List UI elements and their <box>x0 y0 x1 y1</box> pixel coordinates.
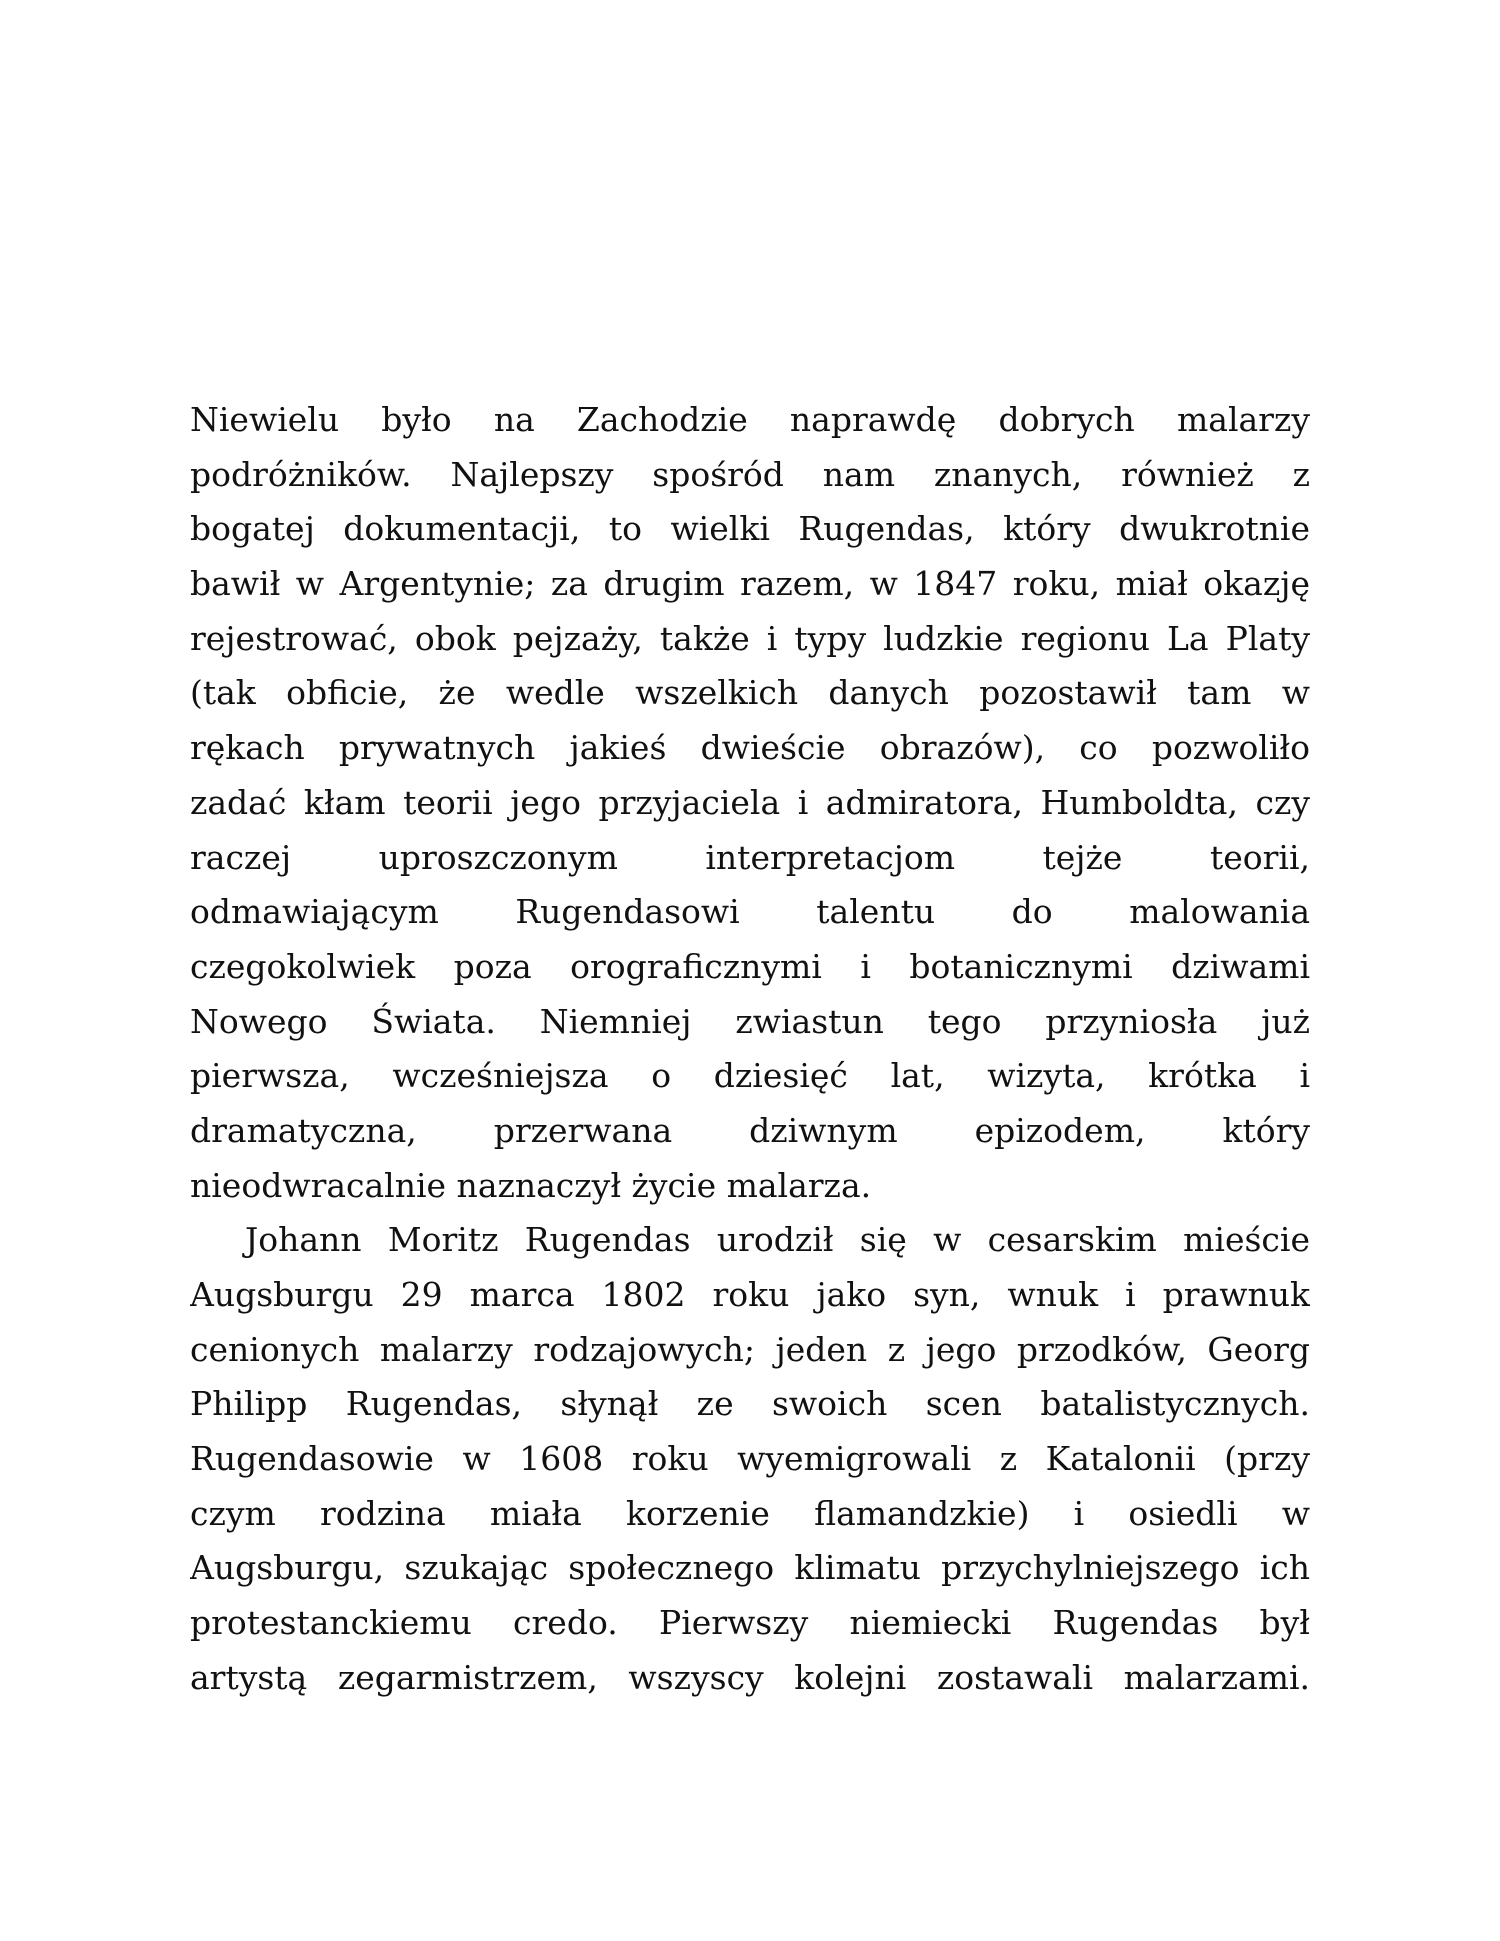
text-line: (tak obficie, że wedle wszelkich danych pozostawił tam w <box>190 673 1310 713</box>
paragraph <box>190 393 1310 1213</box>
text-line: czym rodzina miała korzenie flamandzkie) i osiedli w <box>190 1493 1310 1533</box>
text-line: pierwsza, wcześniejsza o dziesięć lat, wizyta, krótka i <box>190 1056 1310 1096</box>
paragraph <box>190 1213 1310 1705</box>
text-line: czegokolwiek poza orograficznymi i botanicznymi dziwami <box>190 946 1310 986</box>
text-line: Philipp Rugendas, słynął ze swoich scen batalistycznych. <box>190 1384 1310 1424</box>
text-line: podróżników. Najlepszy spośród nam znanych, również z <box>190 454 1310 494</box>
text-line: bawił w Argentynie; za drugim razem, w 1847 roku, miał okazję <box>190 564 1310 604</box>
text-line: dramatyczna, przerwana dziwnym epizodem, który <box>190 1110 1310 1150</box>
text-block <box>190 393 1310 1706</box>
text-line: Augsburgu 29 marca 1802 roku jako syn, wnuk i prawnuk <box>190 1275 1310 1314</box>
text-line: nieodwracalnie naznaczył życie malarza. <box>190 1165 872 1205</box>
text-line: raczej uproszczonym interpretacjom tejże teorii, <box>190 837 1310 877</box>
text-line: zadać kłam teorii jego przyjaciela i admiratora, Humboldta, czy <box>190 782 1310 822</box>
text-line: Augsburgu, szukając społecznego klimatu przychylniejszego ich <box>190 1548 1310 1588</box>
text-line: Niewielu było na Zachodzie naprawdę dobrych malarzy <box>190 400 1310 439</box>
text-line: cenionych malarzy rodzajowych; jeden z jego przodków, Georg <box>190 1329 1310 1369</box>
text-line: rękach prywatnych jakieś dwieście obrazów), co pozwoliło <box>190 728 1310 768</box>
text-line: odmawiającym Rugendasowi talentu do malowania <box>190 892 1310 932</box>
text-line: Johann Moritz Rugendas urodził się w cesarskim mieście <box>245 1220 1310 1260</box>
text-line: rejestrować, obok pejzaży, także i typy ludzkie regionu La Platy <box>190 618 1310 658</box>
text-line: artystą zegarmistrzem, wszyscy kolejni zostawali malarzami. <box>190 1657 1310 1697</box>
text-line: Nowego Świata. Niemniej zwiastun tego przyniosła już <box>190 1001 1310 1041</box>
text-line: protestanckiemu credo. Pierwszy niemiecki Rugendas był <box>190 1603 1310 1643</box>
text-line: bogatej dokumentacji, to wielki Rugendas, który dwukrotnie <box>190 509 1310 549</box>
text-line: Rugendasowie w 1608 roku wyemigrowali z Katalonii (przy <box>190 1439 1310 1479</box>
